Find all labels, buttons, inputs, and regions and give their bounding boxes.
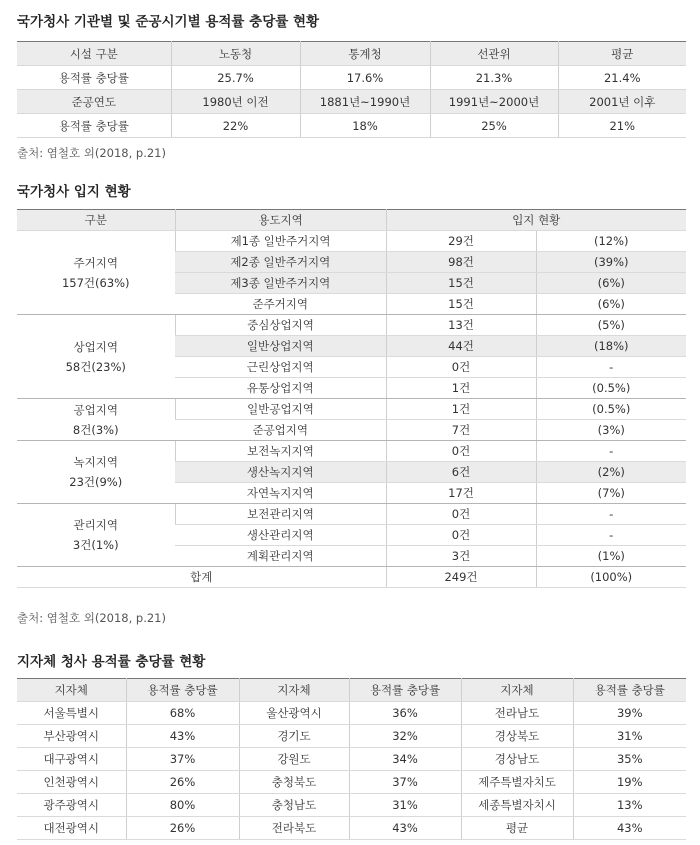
count-cell: 98건 (386, 252, 536, 273)
table-row (17, 210, 686, 231)
pct-cell: (18%) (536, 336, 686, 357)
group-total: 8건(3%) (72, 422, 119, 437)
region-cell: 제주특별자치도 (461, 771, 573, 794)
header-cell: 입지 현황 (386, 210, 686, 231)
count-cell: 6건 (386, 462, 536, 483)
pct-cell: (6%) (536, 294, 686, 315)
table-row (17, 771, 686, 794)
count-cell: 0건 (386, 525, 536, 546)
pct-cell: (3%) (536, 420, 686, 441)
table-cell: 25% (430, 114, 558, 138)
count-cell: 15건 (386, 273, 536, 294)
header-cell: 통계청 (300, 42, 430, 66)
table-cell: 21% (558, 114, 686, 138)
table-row (17, 748, 686, 771)
header-cell: 용적률 충당률 (573, 679, 686, 702)
source-note: 출처: 염철호 외(2018, p.21) (17, 611, 166, 625)
zone-cell: 자연녹지지역 (175, 483, 386, 504)
row-label: 용적률 충당률 (17, 114, 171, 138)
count-cell: 44건 (386, 336, 536, 357)
group-name: 관리지역 (73, 518, 118, 532)
group-cell (17, 399, 175, 441)
header-cell: 선관위 (430, 42, 558, 66)
header-cell: 구분 (17, 210, 175, 231)
group-cell (17, 504, 175, 567)
region-cell: 대전광역시 (17, 817, 126, 840)
group-name: 주거지역 (73, 255, 118, 270)
section1-title: 국가청사 기관별 및 준공시기별 용적률 충당률 현황 (17, 14, 320, 30)
rate-cell: 80% (126, 794, 239, 817)
region-cell: 평균 (461, 817, 573, 840)
header-cell: 1980년 이전 (171, 90, 300, 114)
zone-cell: 준주거지역 (175, 294, 386, 315)
group-total: 157건(63%) (61, 275, 130, 290)
count-cell: 0건 (386, 357, 536, 378)
section3-title: 지자체 청사 용적률 충당률 현황 (17, 654, 206, 670)
region-cell: 전라북도 (239, 817, 349, 840)
pct-cell: (2%) (536, 462, 686, 483)
zone-cell: 유통상업지역 (175, 378, 386, 399)
region-cell: 강원도 (239, 748, 349, 771)
count-cell: 1건 (386, 378, 536, 399)
group-total: 3건(1%) (72, 538, 119, 552)
table-row (17, 504, 686, 525)
rate-cell: 26% (126, 771, 239, 794)
region-cell: 인천광역시 (17, 771, 126, 794)
zone-cell: 보전관리지역 (175, 504, 386, 525)
table-row (17, 315, 686, 336)
total-count: 249건 (386, 567, 536, 588)
rate-cell: 43% (573, 817, 686, 840)
table-cell: 18% (300, 114, 430, 138)
pct-cell: (6%) (536, 273, 686, 294)
zone-cell: 준공업지역 (175, 420, 386, 441)
group-total: 58건(23%) (65, 359, 126, 374)
zone-cell: 일반상업지역 (175, 336, 386, 357)
header-cell: 용적률 충당률 (126, 679, 239, 702)
header-cell: 지자체 (461, 679, 573, 702)
count-cell: 13건 (386, 315, 536, 336)
zone-cell: 제1종 일반주거지역 (175, 231, 386, 252)
table-row (17, 725, 686, 748)
zone-cell: 계획관리지역 (175, 546, 386, 567)
rate-cell: 31% (573, 725, 686, 748)
table-cell: 25.7% (171, 66, 300, 90)
table-row (17, 399, 686, 420)
table-row (17, 66, 686, 90)
table-row (17, 231, 686, 252)
local-gov-rate-table (17, 678, 686, 840)
rate-cell: 31% (349, 794, 461, 817)
count-cell: 29건 (386, 231, 536, 252)
table-cell: 17.6% (300, 66, 430, 90)
table-row (17, 42, 686, 66)
pct-cell: - (536, 357, 686, 378)
zone-cell: 제3종 일반주거지역 (175, 273, 386, 294)
zone-cell: 일반공업지역 (175, 399, 386, 420)
region-cell: 부산광역시 (17, 725, 126, 748)
group-cell (17, 231, 175, 315)
rate-cell: 19% (573, 771, 686, 794)
table-cell: 22% (171, 114, 300, 138)
pct-cell: (0.5%) (536, 378, 686, 399)
rate-cell: 34% (349, 748, 461, 771)
table-row (17, 679, 686, 702)
region-cell: 울산광역시 (239, 702, 349, 725)
rate-cell: 43% (349, 817, 461, 840)
pct-cell: (0.5%) (536, 399, 686, 420)
location-status-table (17, 209, 686, 588)
header-cell: 용적률 충당률 (349, 679, 461, 702)
rate-cell: 35% (573, 748, 686, 771)
zone-cell: 생산관리지역 (175, 525, 386, 546)
source-note: 출처: 염철호 외(2018, p.21) (17, 146, 166, 160)
table-row (17, 702, 686, 725)
header-cell: 노동청 (171, 42, 300, 66)
rate-cell: 26% (126, 817, 239, 840)
region-cell: 경상북도 (461, 725, 573, 748)
rate-cell: 43% (126, 725, 239, 748)
region-cell: 경기도 (239, 725, 349, 748)
header-cell: 1991년~2000년 (430, 90, 558, 114)
header-cell: 1881년~1990년 (300, 90, 430, 114)
zone-cell: 제2종 일반주거지역 (175, 252, 386, 273)
rate-cell: 37% (349, 771, 461, 794)
count-cell: 1건 (386, 399, 536, 420)
pct-cell: (5%) (536, 315, 686, 336)
count-cell: 15건 (386, 294, 536, 315)
pct-cell: - (536, 441, 686, 462)
region-cell: 광주광역시 (17, 794, 126, 817)
pct-cell: - (536, 525, 686, 546)
table-row (17, 90, 686, 114)
header-cell: 시설 구분 (17, 42, 171, 66)
section2-title: 국가청사 입지 현황 (17, 184, 131, 200)
zone-cell: 중심상업지역 (175, 315, 386, 336)
header-cell: 2001년 이후 (558, 90, 686, 114)
group-name: 공업지역 (73, 402, 118, 417)
pct-cell: - (536, 504, 686, 525)
header-cell: 준공연도 (17, 90, 171, 114)
count-cell: 0건 (386, 504, 536, 525)
header-cell: 평균 (558, 42, 686, 66)
table-row (17, 114, 686, 138)
group-name: 녹지지역 (73, 455, 118, 469)
pct-cell: (12%) (536, 231, 686, 252)
zone-cell: 근린상업지역 (175, 357, 386, 378)
table-row (17, 817, 686, 840)
rate-cell: 36% (349, 702, 461, 725)
table-row (17, 441, 686, 462)
group-total: 23건(9%) (69, 475, 123, 489)
count-cell: 7건 (386, 420, 536, 441)
rate-cell: 13% (573, 794, 686, 817)
group-cell (17, 441, 175, 504)
total-pct: (100%) (536, 567, 686, 588)
zone-cell: 보전녹지지역 (175, 441, 386, 462)
region-cell: 세종특별자치시 (461, 794, 573, 817)
table-cell: 21.4% (558, 66, 686, 90)
header-cell: 지자체 (17, 679, 126, 702)
region-cell: 충청북도 (239, 771, 349, 794)
rate-cell: 68% (126, 702, 239, 725)
pct-cell: (1%) (536, 546, 686, 567)
zone-cell: 생산녹지지역 (175, 462, 386, 483)
region-cell: 경상남도 (461, 748, 573, 771)
rate-cell: 37% (126, 748, 239, 771)
region-cell: 서울특별시 (17, 702, 126, 725)
region-cell: 충청남도 (239, 794, 349, 817)
group-cell (17, 315, 175, 399)
pct-cell: (7%) (536, 483, 686, 504)
table-cell: 21.3% (430, 66, 558, 90)
count-cell: 3건 (386, 546, 536, 567)
rate-cell: 32% (349, 725, 461, 748)
group-name: 상업지역 (73, 339, 118, 354)
header-cell: 지자체 (239, 679, 349, 702)
table-row (17, 794, 686, 817)
region-cell: 전라남도 (461, 702, 573, 725)
row-label: 용적률 충당률 (17, 66, 171, 90)
facility-rate-table (17, 41, 686, 138)
rate-cell: 39% (573, 702, 686, 725)
count-cell: 0건 (386, 441, 536, 462)
total-label: 합계 (17, 567, 386, 588)
header-cell: 용도지역 (175, 210, 386, 231)
region-cell: 대구광역시 (17, 748, 126, 771)
pct-cell: (39%) (536, 252, 686, 273)
count-cell: 17건 (386, 483, 536, 504)
total-row (17, 567, 686, 588)
